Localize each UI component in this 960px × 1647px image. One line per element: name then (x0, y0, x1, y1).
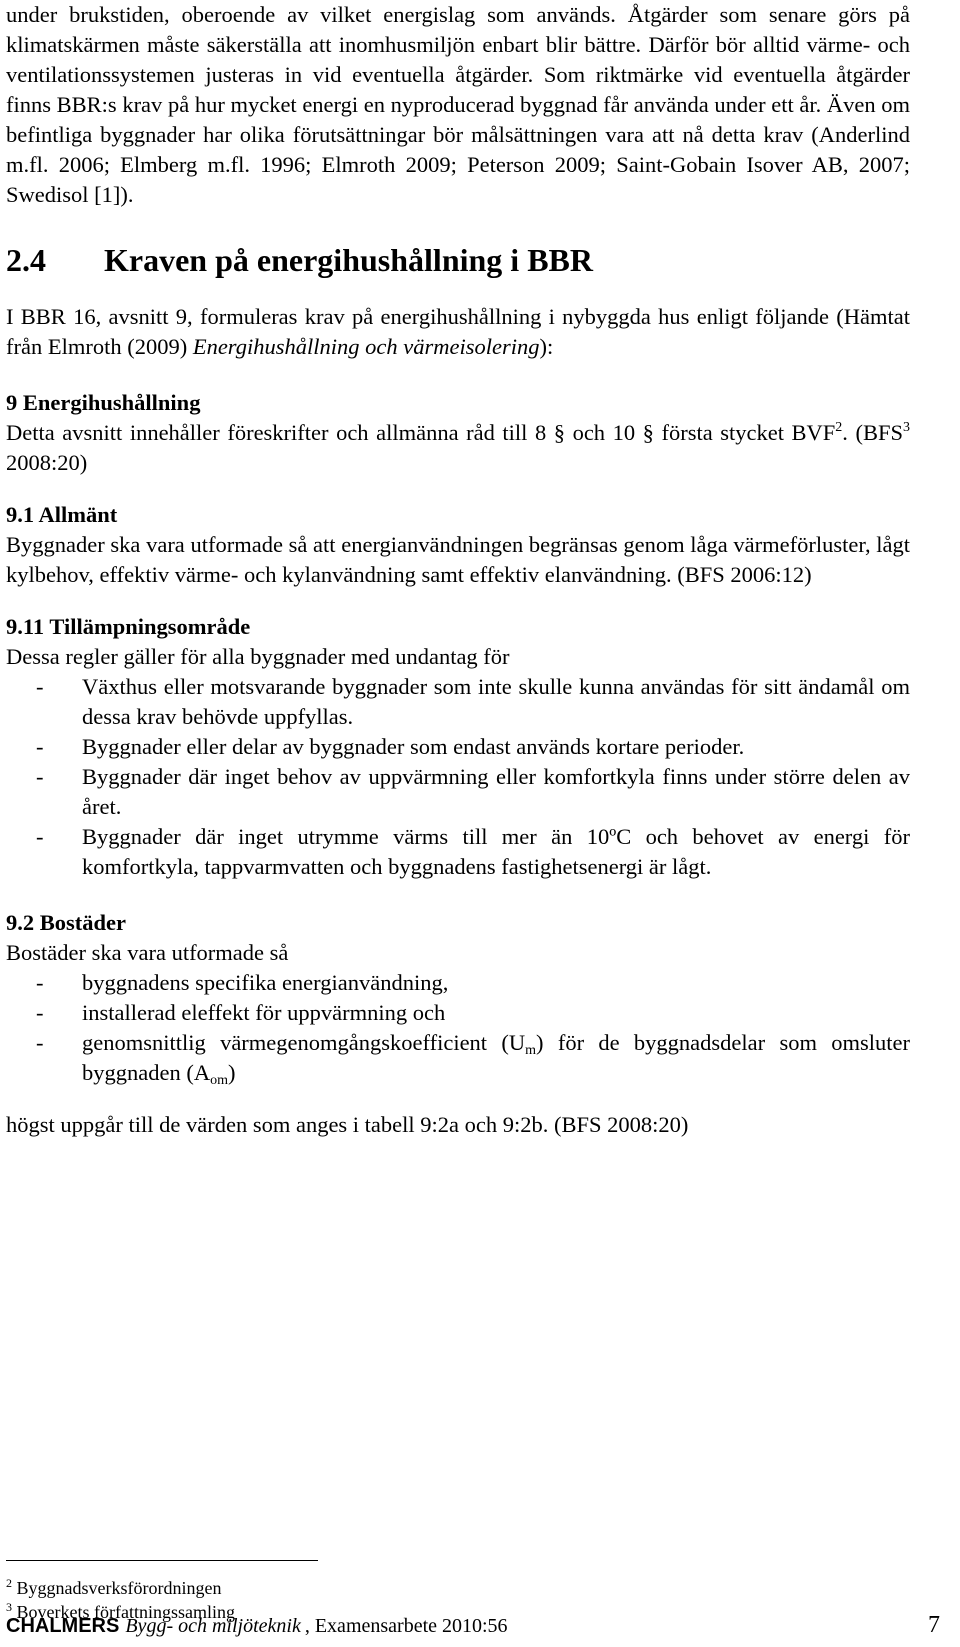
footnote-text: Boverkets författningssamling (16, 1602, 235, 1622)
list-item (6, 998, 910, 1028)
subscript-om: om (210, 1073, 228, 1088)
s91-paragraph: Byggnader ska vara utformade så att energianvändningen begränsas genom låga värmeförluster, lågt kylbehov, effektiv värme- och kylanvändning samt effektiv elanvändning. (BFS 2006:12) (6, 532, 910, 587)
footnote-number: 3 (6, 1600, 12, 1614)
s92-list (6, 968, 910, 1088)
list-item (6, 672, 910, 732)
intro-paragraph: under brukstiden, oberoende av vilket energislag som används. Åtgärder som senare görs på klimatskärmen måste säkerställa att inomhusmiljön enbart blir bättre. Därför bör alltid värme- och ventilationssystemen justeras in vid eventuella åtgärder. Som riktmärke vid eventuella åtgärder finns BBR:s krav på hur mycket energi en nyproducerad byggnad får använda under ett år. Även om befintliga byggnader har olika förutsättningar bör målsättningen vara att nå detta krav (Anderlind m.fl. 2006; Elmberg m.fl. 1996; Elmroth 2009; Peterson 2009; Saint-Gobain Isover AB, 2007; Swedisol [1]). (6, 2, 910, 207)
page-number: 7 (928, 1612, 940, 1638)
list-item (6, 1028, 910, 1088)
list-item-text: byggnadens specifika energianvändning, (82, 970, 449, 995)
lead-paragraph (6, 302, 910, 362)
list-item-text: Byggnader där inget utrymme värms till mer än 10ºC och behovet av energi för komfortkyla, tappvarmvatten och byggnadens fastighetsenergi är lågt. (82, 824, 910, 879)
footer-report: , Examensarbete 2010:56 (304, 1615, 508, 1637)
s9-heading: 9 Energihushållning (6, 390, 201, 415)
page-footer (6, 1612, 940, 1639)
list-dash: - (36, 1000, 44, 1025)
list-dash: - (36, 764, 44, 789)
list-item (6, 822, 910, 882)
list-dash: - (36, 970, 44, 995)
item3-text-c: ) (227, 1060, 236, 1085)
list-item-text: Byggnader där inget behov av uppvärmning eller komfortkyla finns under större delen av året. (82, 764, 910, 819)
s911-list (6, 672, 910, 882)
s92-closing: högst uppgår till de värden som anges i tabell 9:2a och 9:2b. (BFS 2008:20) (6, 1112, 689, 1137)
list-dash: - (36, 1030, 44, 1055)
footer-brand: CHALMERS (6, 1615, 120, 1637)
subscript-m: m (525, 1043, 537, 1058)
list-dash: - (36, 734, 44, 759)
document-page (6, 0, 910, 1140)
s911-heading: 9.11 Tillämpningsområde (6, 614, 251, 639)
lead-text: I BBR 16, avsnitt 9, formuleras krav på energihushållning i nybyggda hus enligt följande (Hämtat från Elmroth (2009) (6, 304, 910, 359)
section-title: Kraven på energihushållning i BBR (104, 242, 593, 278)
lead-end: ): (539, 334, 554, 359)
list-item (6, 762, 910, 822)
list-item-text: Växthus eller motsvarande byggnader som inte skulle kunna användas för sitt ändamål om dessa krav behövde uppfyllas. (82, 674, 910, 729)
list-item-text: installerad eleffekt för uppvärmning och (82, 1000, 446, 1025)
list-dash: - (36, 674, 44, 699)
s92-heading: 9.2 Bostäder (6, 910, 126, 935)
list-item-text (82, 1028, 910, 1088)
list-item (6, 968, 910, 998)
s91-heading: 9.1 Allmänt (6, 502, 118, 527)
footnote-ref-2: 2 (835, 420, 843, 435)
section-heading (6, 240, 910, 280)
list-dash: - (36, 824, 44, 849)
footnote-ref-3: 3 (903, 420, 910, 435)
footer-department: Bygg- och miljöteknik (125, 1615, 301, 1637)
footnote-number: 2 (6, 1576, 12, 1590)
s9-text-c: 2008:20) (6, 450, 88, 475)
item3-text-a: genomsnittlig värmegenomgångskoefficient (U (82, 1030, 526, 1055)
list-item-text: Byggnader eller delar av byggnader som endast används kortare perioder. (82, 734, 745, 759)
item3-text-b: ) för de byggnadsdelar som omsluter byggnaden (A (82, 1030, 911, 1085)
s911-paragraph: Dessa regler gäller för alla byggnader med undantag för (6, 644, 510, 669)
footnote-text: Byggnadsverksförordningen (16, 1578, 222, 1598)
footnote-rule (6, 1560, 318, 1561)
s9-paragraph (6, 418, 910, 478)
s92-paragraph: Bostäder ska vara utformade så (6, 940, 289, 965)
section-number: 2.4 (6, 242, 46, 278)
s9-text-b: . (BFS (842, 420, 903, 445)
s9-text-a: Detta avsnitt innehåller föreskrifter och allmänna råd till 8 § och 10 § första stycket BVF (6, 420, 836, 445)
lead-italic-title: Energihushållning och värmeisolering (192, 334, 540, 359)
footnote-2 (6, 1576, 235, 1600)
list-item (6, 732, 910, 762)
